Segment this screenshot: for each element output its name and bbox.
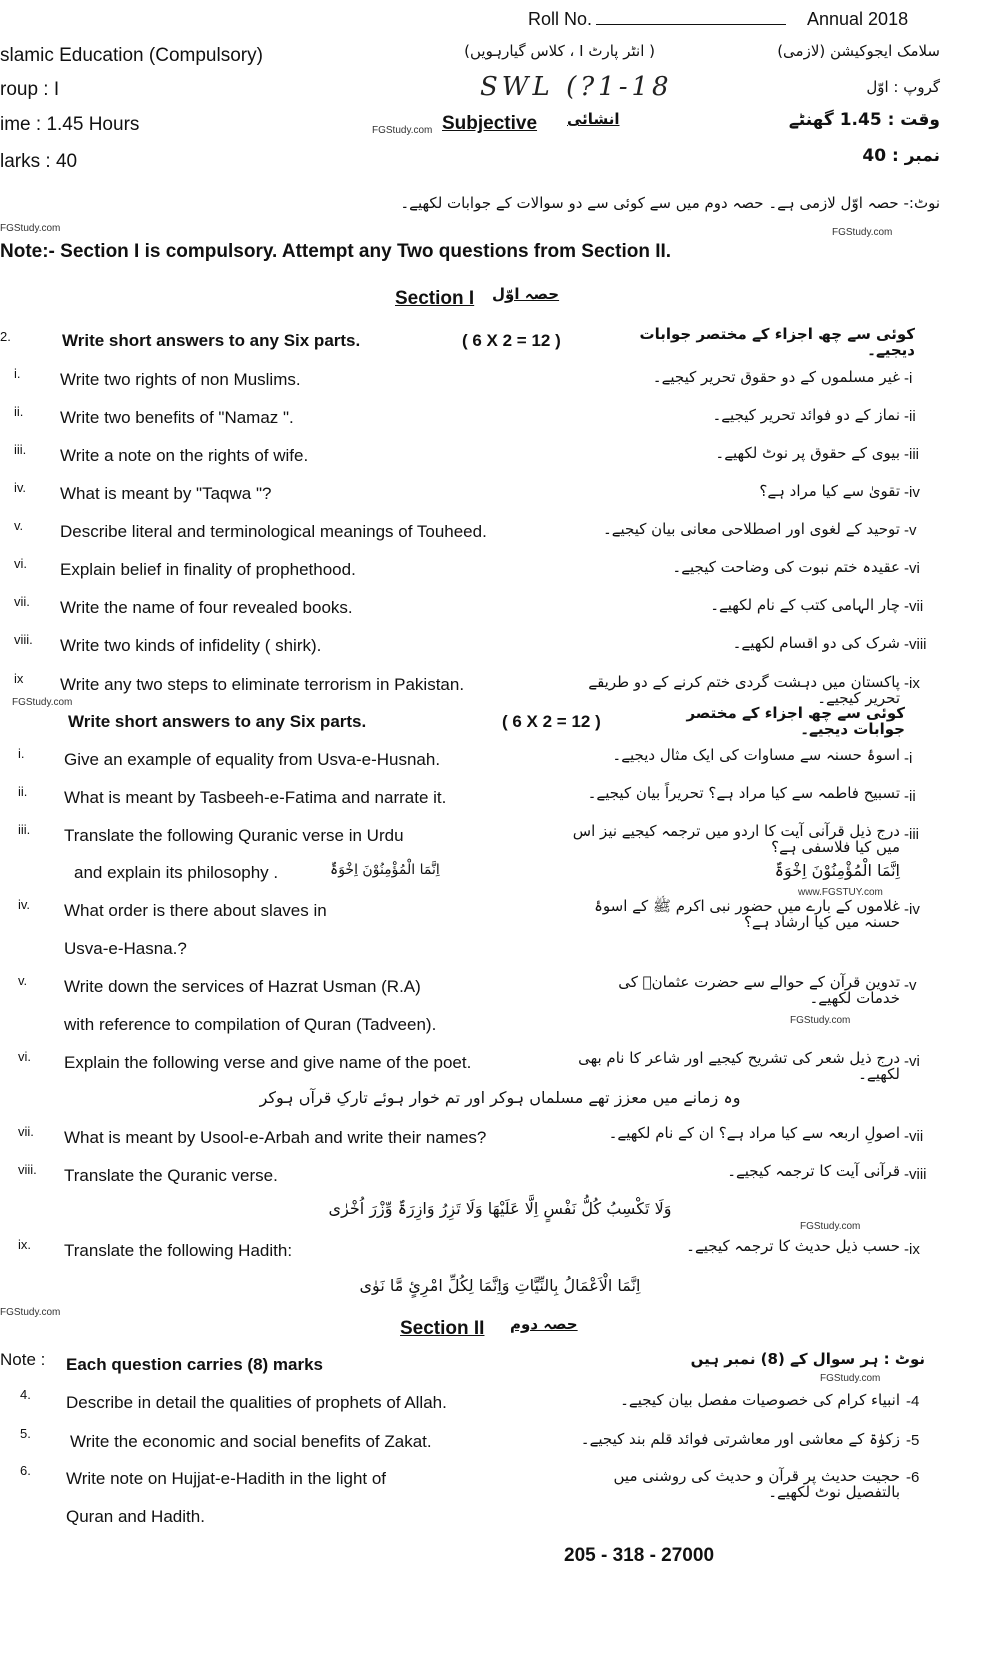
verse-text: وَلَا تَکْسِبُ کُلُّ نَفْسٍ اِلَّا عَلَیْھَا وَلَا تَزِرُ وَازِرَۃٌ وِّزْرَ اُخْرٰی [328,1199,672,1218]
part-number-ur: -vi [904,1053,920,1070]
part-number-ur: -i [904,370,913,387]
question-text-en-continued: Quran and Hadith. [66,1507,205,1526]
part-number-ur: -v [904,977,917,994]
question-number: 4. [20,1387,31,1402]
part-number: iii. [14,442,27,457]
part-number-ur: -v [904,522,917,539]
part-text-en: What is meant by "Taqwa "? [60,484,272,503]
part-text-ur: حسب ذیل حدیث کا ترجمہ کیجیے۔ [686,1237,900,1255]
part-text-ur: تدوین قرآن کے حوالے سے حضرت عثمانؓ کی خدمات لکھیے۔ [618,973,900,1007]
part-number-ur: -iv [904,484,920,501]
watermark: FGStudy.com [0,1307,61,1318]
part-text-en: Give an example of equality from Usva-e-Husnah. [64,750,441,769]
watermark: FGStudy.com [0,223,61,234]
part-text-ur: درج ذیل قرآنی آیت کا اردو میں ترجمہ کیجیے نیز اس میں کیا فلاسفی ہے؟ [572,822,900,856]
part-number: ii. [18,784,28,799]
watermark: FGStudy.com [790,1015,851,1026]
q3-marks: ( 6 X 2 = 12 ) [502,712,601,731]
q3-heading-ur: کوئی سے چھ اجزاء کے مختصر جوابات دیجیے۔ [686,704,905,738]
q2-heading-ur: کوئی سے چھ اجزاء کے مختصر جوابات دیجیے۔ [639,325,915,359]
section1-title-ur: حصہ اوّل [492,285,560,303]
part-number-ur: -viii [904,1166,927,1183]
part-number: vii. [18,1124,34,1139]
verse-text: اِنَّمَا الْاَعْمَالُ بِالنِّیَّاتِ وَاِنَّمَا لِکُلِّ امْرِیٍٔ مَّا نَوٰی [359,1276,641,1295]
paper-type-ur: انشائی [567,110,620,128]
part-number: ii. [14,404,24,419]
marks-ur: نمبر : 40 [862,146,940,166]
part-number-ur: -i [904,750,913,767]
part-number: v. [18,973,28,988]
part-number-ur: -viii [904,636,927,653]
part-text-ur: غلاموں کے بارے میں حضور نبی اکرم ﷺ کے اسوۂ حسنہ میں کیا ارشاد ہے؟ [594,897,900,931]
paper-code: 205 - 318 - 27000 [564,1545,715,1566]
marks-en: larks : 40 [0,151,78,172]
class-ur: ( انٹر پارٹ I ، کلاس گیارہویں) [464,42,655,60]
part-text-en: Explain belief in finality of prophethood. [60,560,356,579]
part-number: viii. [14,632,33,647]
part-text-en-continued: and explain its philosophy . [74,863,279,882]
question-text-en: Write note on Hujjat-e-Hadith in the light of [66,1469,387,1488]
part-number: i. [18,746,25,761]
part-text-en: Write the name of four revealed books. [60,598,353,617]
part-text-en: Write two rights of non Muslims. [60,370,301,389]
part-text-en: Translate the following Hadith: [64,1241,293,1260]
question-text-en: Write the economic and social benefits of Zakat. [70,1432,432,1451]
part-text-en-continued: with reference to compilation of Quran (Tadveen). [64,1015,437,1034]
part-number-ur: -iv [904,901,920,918]
part-text-ur: شرک کی دو اقسام لکھیے۔ [732,634,900,652]
part-text-en: Write two benefits of "Namaz ". [60,408,294,427]
part-number: vi. [18,1049,31,1064]
part-text-ur: اصولِ اربعہ سے کیا مراد ہے؟ ان کے نام لکھیے۔ [608,1124,900,1142]
part-text-en: Write down the services of Hazrat Usman (R.A) [64,977,421,996]
watermark: FGStudy.com [800,1221,861,1232]
part-text-en: Describe literal and terminological meanings of Touheed. [60,522,487,541]
part-number-ur: -ii [904,788,916,805]
part-number: v. [14,518,24,533]
part-number: viii. [18,1162,37,1177]
part-number-ur: -vii [904,598,924,615]
part-text-ur: عقیدہ ختم نبوت کی وضاحت کیجیے۔ [672,558,900,576]
part-text-ur: قرآنی آیت کا ترجمہ کیجیے۔ [727,1162,900,1180]
subject-ur: سلامک ایجوکیشن (لازمی) [777,42,940,60]
part-number-ur: -iii [904,446,919,463]
part-text-en: Write a note on the rights of wife. [60,446,309,465]
question-text-ur: انبیاء کرام کی خصوصیات مفصل بیان کیجیے۔ [620,1391,900,1409]
watermark: FGStudy.com [12,697,73,708]
part-text-ur: اسوۂ حسنہ سے مساوات کی ایک مثال دیجیے۔ [612,746,900,764]
section2-note-label: Note : [0,1350,46,1369]
part-text-ur: بیوی کے حقوق پر نوٹ لکھیے۔ [715,444,900,462]
question-number: 6. [20,1463,31,1478]
question-number-ur: -4 [906,1393,920,1410]
group-en: roup : I [0,79,60,100]
part-number: vii. [14,594,30,609]
section2-title-en: Section II [400,1318,485,1339]
part-text-ur: توحید کے لغوی اور اصطلاحی معانی بیان کیجیے۔ [602,520,900,538]
part-text-ur: تسبیح فاطمہ سے کیا مراد ہے؟ تحریراً بیان کیجیے۔ [587,784,900,802]
note-ur: نوٹ:- حصہ اوّل لازمی ہے۔ حصہ دوم میں سے کوئی سے دو سوالات کے جوابات لکھیے۔ [400,194,940,212]
question-text-ur: زکوٰۃ کے معاشی اور معاشرتی فوائد قلم بند کیجیے۔ [580,1430,900,1448]
part-text-ur: تقویٰ سے کیا مراد ہے؟ [759,482,900,500]
question-number-ur: -5 [906,1432,920,1449]
part-text-en: What order is there about slaves in [64,901,327,920]
section2-title-ur: حصہ دوم [510,1315,578,1333]
part-text-ur: پاکستان میں دہشت گردی ختم کرنے کے دو طریقے تحریر کیجیے۔ [588,673,900,707]
roll-no-label: Roll No. [528,9,593,29]
part-text-en-continued: Usva-e-Hasna.? [64,939,187,958]
time-en: ime : 1.45 Hours [0,114,140,135]
part-number-ur: -vii [904,1128,924,1145]
part-text-en: What is meant by Usool-e-Arbah and write their names? [64,1128,487,1147]
roll-no-field [528,10,786,28]
part-number-ur: -ix [904,675,920,692]
group-ur: گروپ : اوّل [866,78,940,96]
part-text-en: Translate the Quranic verse. [64,1166,278,1185]
question-text-en: Describe in detail the qualities of prophets of Allah. [66,1393,447,1412]
part-text-ur: نماز کے دو فوائد تحریر کیجیے۔ [712,406,900,424]
part-text-en: What is meant by Tasbeeh-e-Fatima and narrate it. [64,788,447,807]
part-number: vi. [14,556,27,571]
q2-heading-en: Write short answers to any Six parts. [62,331,361,350]
question-number-ur: -6 [906,1469,920,1486]
time-ur: وقت : 1.45 گھنٹے [788,110,940,130]
part-text-en: Write two kinds of infidelity ( shirk). [60,636,322,655]
quranic-verse: اِنَّمَا الْمُؤْمِنُوْنَ اِخْوَۃٌ [774,861,900,880]
part-number-ur: -iii [904,826,919,843]
watermark: FGStudy.com [832,227,893,238]
part-number: ix. [18,1237,31,1252]
note-en: Note:- Section I is compulsory. Attempt any Two questions from Section II. [0,241,672,262]
question-number: 5. [20,1426,31,1441]
part-number: i. [14,366,21,381]
part-text-ur: درج ذیل شعر کی تشریح کیجیے اور شاعر کا نام بھی لکھیے۔ [578,1049,900,1083]
part-number: iv. [14,480,27,495]
part-number-ur: -ii [904,408,916,425]
handwritten-code: SWL (?1-18 [480,72,673,102]
part-text-en: Translate the following Quranic verse in Urdu [64,826,404,845]
watermark: FGStudy.com [820,1373,881,1384]
quranic-verse-copy: اِنَّمَا الْمُؤْمِنُوْنَ اِخْوَۃٌ [330,862,440,878]
question-text-ur: حجیت حدیث پر قرآن و حدیث کی روشنی میں بالتفصیل نوٹ لکھیے۔ [613,1467,900,1501]
watermark: www.FGSTUY.com [798,887,883,898]
q2-marks: ( 6 X 2 = 12 ) [462,331,561,350]
part-number: iii. [18,822,31,837]
session: Annual 2018 [807,9,909,29]
q2-number: 2. [0,329,11,344]
subject-en: slamic Education (Compulsory) [0,45,263,66]
section1-title-en: Section I [395,288,475,309]
part-number: ix [14,671,24,686]
watermark: FGStudy.com [372,125,433,136]
part-text-ur: غیر مسلموں کے دو حقوق تحریر کیجیے۔ [652,368,900,386]
roll-no-blank [596,24,786,25]
section2-note-ur: نوٹ : ہر سوال کے (8) نمبر ہیں [690,1350,925,1368]
verse-text: وہ زمانے میں معزز تھے مسلماں ہوکر اور تم خوار ہوئے تارکِ قرآں ہوکر [259,1088,741,1107]
part-text-en: Write any two steps to eliminate terrorism in Pakistan. [60,675,465,694]
section2-note-en: Each question carries (8) marks [66,1355,324,1374]
paper-type-en: Subjective [442,113,538,134]
part-text-en: Explain the following verse and give name of the poet. [64,1053,472,1072]
part-number-ur: -vi [904,560,920,577]
q3-heading-en: Write short answers to any Six parts. [68,712,367,731]
part-text-ur: چار الہامی کتب کے نام لکھیے۔ [710,596,900,614]
part-number-ur: -ix [904,1241,920,1258]
part-number: iv. [18,897,31,912]
